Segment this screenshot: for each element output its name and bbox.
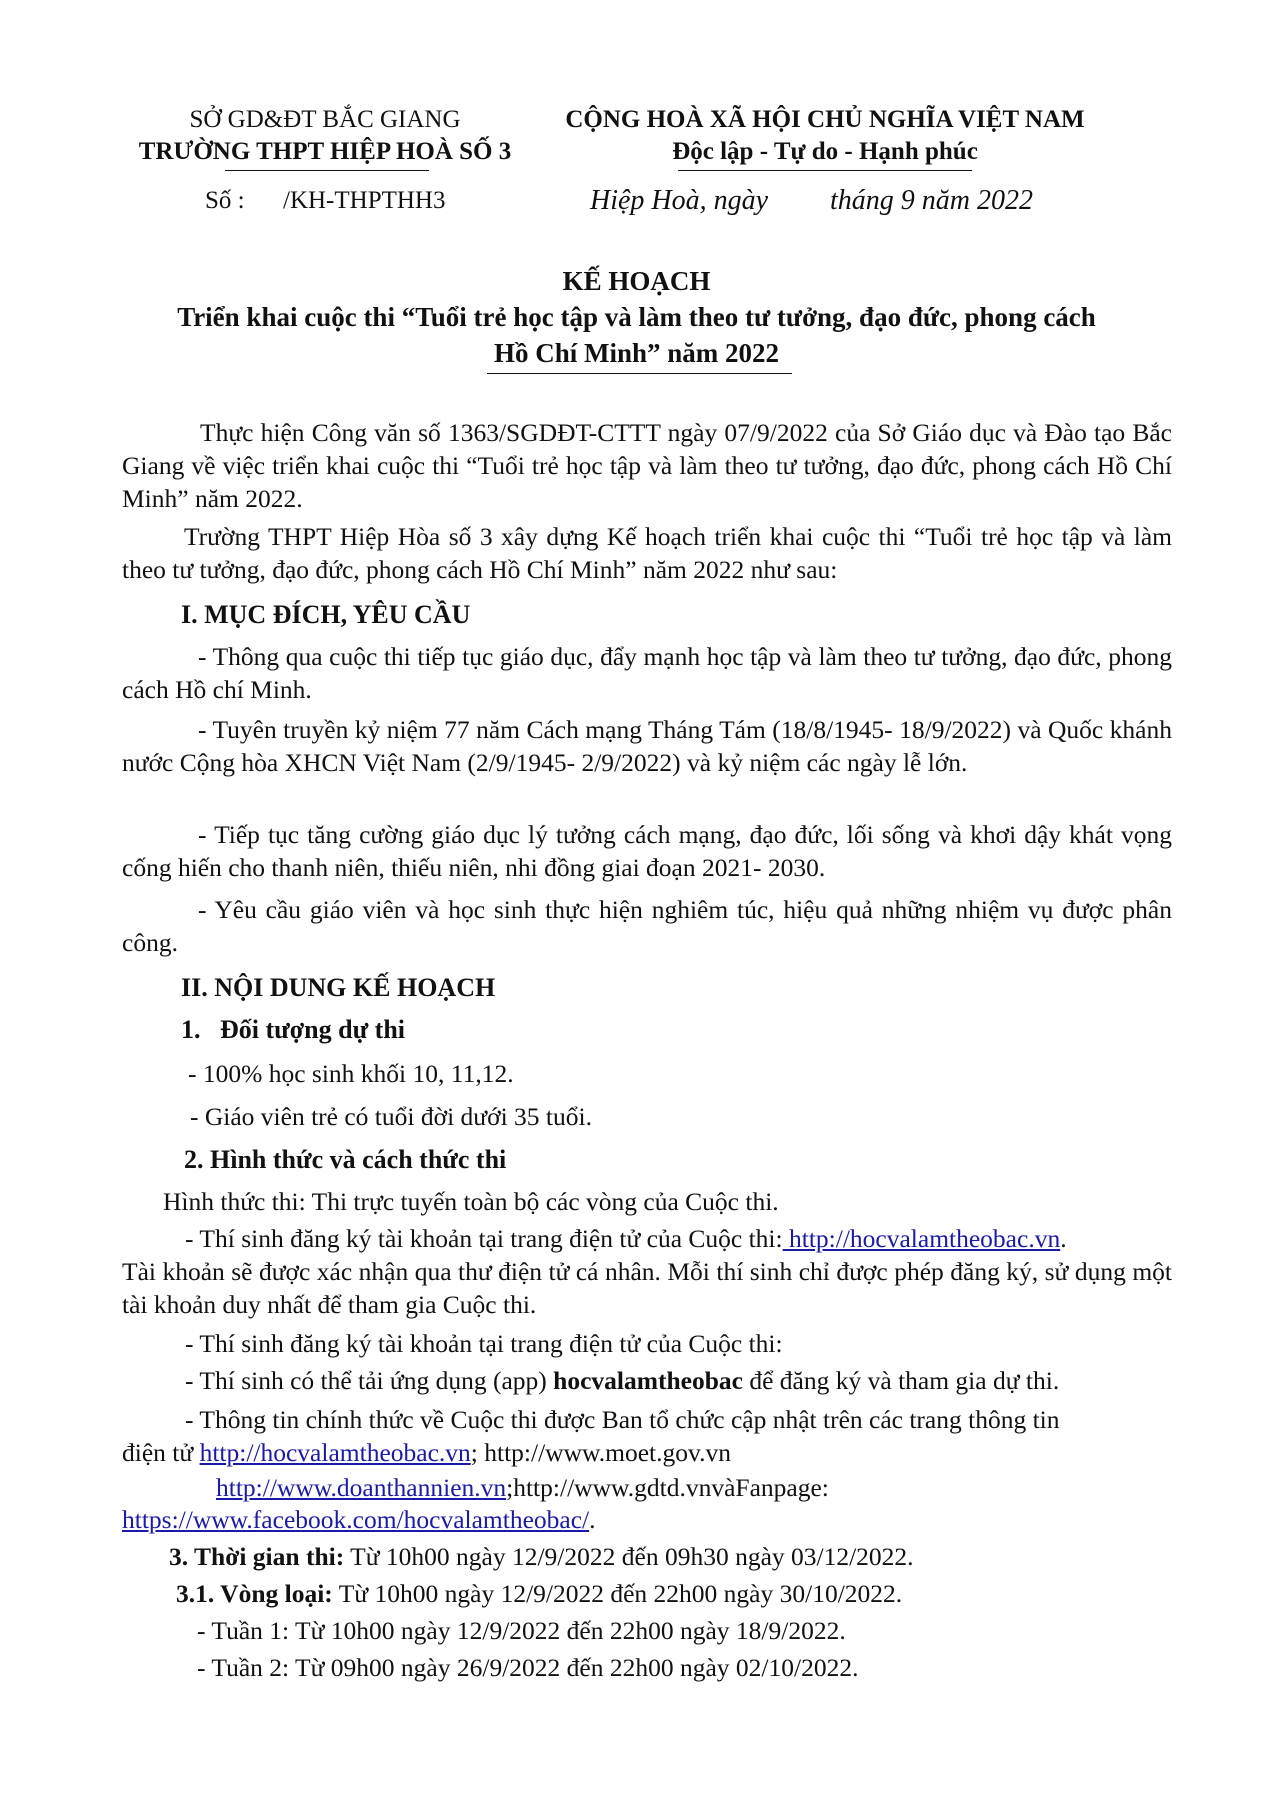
doc-subject-line2: Hồ Chí Minh” năm 2022 bbox=[493, 338, 780, 368]
app-name: hocvalamtheobac bbox=[553, 1366, 743, 1395]
section-1-item-1: - Thông qua cuộc thi tiếp tục giáo dục, đẩy mạnh học tập và làm theo tư tưởng, đạo đức, phong cách Hồ chí Minh. bbox=[122, 642, 1172, 704]
week-1-line: - Tuần 1: Từ 10h00 ngày 12/9/2022 đến 22h00 ngày 18/9/2022. bbox=[197, 1616, 846, 1645]
info-moet: ; http://www.moet.gov.vn bbox=[470, 1438, 731, 1467]
registration-line bbox=[185, 1222, 1067, 1255]
national-title: CỘNG HOÀ XÃ HỘI CHỦ NGHĨA VIỆT NAM bbox=[565, 106, 1085, 133]
app-line bbox=[185, 1364, 1059, 1397]
intro-paragraph-1: Thực hiện Công văn số 1363/SGDĐT-CTTT ngày 07/9/2022 của Sở Giáo dục và Đào tạo Bắc Giang về việc triển khai cuộc thi “Tuổi trẻ học tập và làm theo tư tưởng, đạo đức, phong cách Hồ Chí Minh” năm 2022. bbox=[122, 418, 1172, 513]
doc-number-code: /KH-THPTHH3 bbox=[283, 187, 446, 214]
contest-form-line: Hình thức thi: Thi trực tuyến toàn bộ các vòng của Cuộc thi. bbox=[163, 1187, 779, 1216]
links-line bbox=[216, 1471, 829, 1504]
section-1-item-4: - Yêu cầu giáo viên và học sinh thực hiện nghiêm túc, hiệu quả những nhiệm vụ được phân công. bbox=[122, 895, 1172, 957]
title-underline bbox=[487, 373, 792, 374]
section-1-heading: I. MỤC ĐÍCH, YÊU CẦU bbox=[181, 600, 471, 629]
app-prefix: - Thí sinh có thể tải ứng dụng (app) bbox=[185, 1366, 554, 1395]
national-motto: Độc lập - Tự do - Hạnh phúc bbox=[672, 138, 978, 165]
info-prefix: điện tử bbox=[122, 1438, 200, 1467]
info-continuation bbox=[122, 1436, 731, 1469]
qualifying-round-line bbox=[176, 1577, 902, 1610]
info-link-hocvalamtheobac[interactable]: http://hocvalamtheobac.vn bbox=[199, 1438, 471, 1467]
issuer-department: SỞ GD&ĐT BẮC GIANG bbox=[189, 106, 461, 133]
qualifying-round-value: Từ 10h00 ngày 12/9/2022 đến 22h00 ngày 30/10/2022. bbox=[332, 1579, 903, 1608]
participant-teachers: - Giáo viên trẻ có tuổi đời dưới 35 tuổi. bbox=[190, 1102, 592, 1131]
registration-line-2: - Thí sinh đăng ký tài khoản tại trang điện tử của Cuộc thi: bbox=[185, 1329, 783, 1358]
registration-link[interactable]: http://hocvalamtheobac.vn bbox=[782, 1224, 1061, 1253]
section-1-item-2: - Tuyên truyền kỷ niệm 77 năm Cách mạng Tháng Tám (18/8/1945- 18/9/2022) và Quốc khánh nước Cộng hòa XHCN Việt Nam (2/9/1945- 2/9/2022) và kỷ niệm các ngày lễ lớn. bbox=[122, 715, 1172, 777]
doc-subject-line1: Triển khai cuộc thi “Tuổi trẻ học tập và làm theo tư tưởng, đạo đức, phong cách bbox=[177, 302, 1096, 332]
facebook-suffix: . bbox=[589, 1505, 596, 1534]
qualifying-round-label: 3.1. Vòng loại: bbox=[176, 1579, 333, 1608]
doc-type-title: KẾ HOẠCH bbox=[562, 266, 711, 296]
section-1-item-3: - Tiếp tục tăng cường giáo dục lý tưởng cách mạng, đạo đức, lối sống và khơi dậy khát vọng cống hiến cho thanh niên, thiếu niên, nhi đồng giai đoạn 2021- 2030. bbox=[122, 820, 1172, 882]
header-right-underline bbox=[678, 170, 972, 171]
app-suffix: để đăng ký và tham gia dự thi. bbox=[742, 1366, 1060, 1395]
facebook-line bbox=[122, 1503, 596, 1536]
week-2-line: - Tuần 2: Từ 09h00 ngày 26/9/2022 đến 22h00 ngày 02/10/2022. bbox=[197, 1653, 859, 1682]
issuer-school: TRƯỜNG THPT HIỆP HOÀ SỐ 3 bbox=[138, 138, 512, 165]
header-left-underline bbox=[225, 170, 429, 171]
registration-suffix: . bbox=[1060, 1224, 1067, 1253]
info-line: - Thông tin chính thức về Cuộc thi được Ban tổ chức cập nhật trên các trang thông tin bbox=[185, 1405, 1060, 1434]
contest-time-label: 3. Thời gian thi: bbox=[169, 1542, 345, 1571]
section-2-heading: II. NỘI DUNG KẾ HOẠCH bbox=[181, 973, 496, 1002]
section-2-sub2-heading: 2. Hình thức và cách thức thi bbox=[184, 1145, 507, 1174]
date-place: Hiệp Hoà, ngày bbox=[590, 185, 769, 216]
registration-continuation: Tài khoản sẽ được xác nhận qua thư điện tử cá nhân. Mỗi thí sinh chỉ được phép đăng ký, sử dụng một tài khoản duy nhất để tham gia Cuộc thi. bbox=[122, 1257, 1172, 1319]
registration-text: - Thí sinh đăng ký tài khoản tại trang điện tử của Cuộc thi: bbox=[185, 1224, 783, 1253]
facebook-link[interactable]: https://www.facebook.com/hocvalamtheobac/ bbox=[122, 1505, 590, 1534]
doc-number-label: Số : bbox=[205, 187, 245, 214]
date-month-year: tháng 9 năm 2022 bbox=[830, 185, 1033, 216]
section-2-sub1-heading: 1. Đối tượng dự thi bbox=[181, 1015, 406, 1044]
intro-paragraph-2: Trường THPT Hiệp Hòa số 3 xây dựng Kế hoạch triển khai cuộc thi “Tuổi trẻ học tập và làm theo tư tưởng, đạo đức, phong cách Hồ Chí Minh” năm 2022 như sau: bbox=[122, 522, 1172, 584]
link-doanthannien[interactable]: http://www.doanthannien.vn bbox=[216, 1473, 507, 1502]
participant-students: - 100% học sinh khối 10, 11,12. bbox=[188, 1059, 514, 1088]
links-rest: ;http://www.gdtd.vnvàFanpage: bbox=[506, 1473, 829, 1502]
contest-time-line bbox=[169, 1540, 914, 1573]
contest-time-value: Từ 10h00 ngày 12/9/2022 đến 09h30 ngày 03/12/2022. bbox=[344, 1542, 914, 1571]
